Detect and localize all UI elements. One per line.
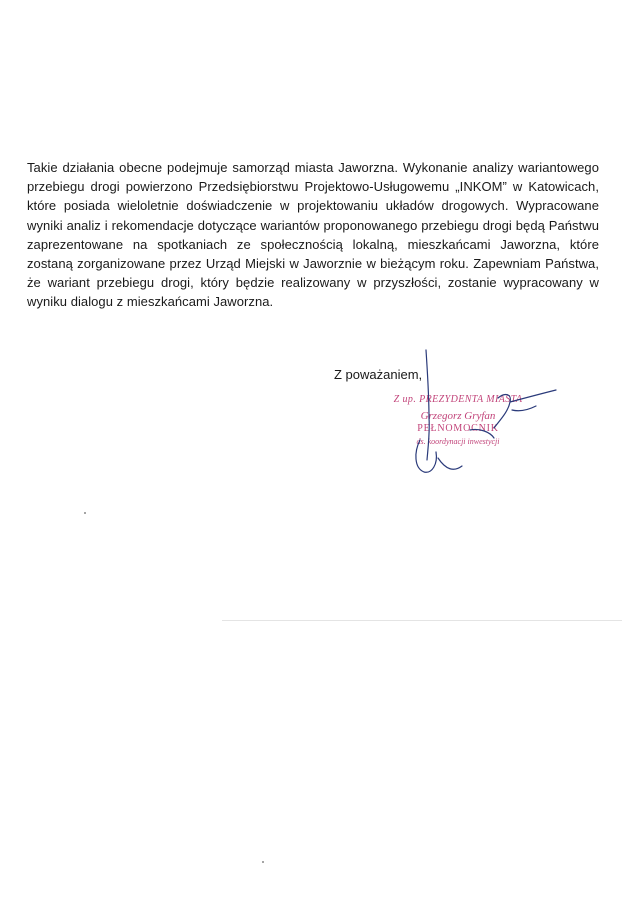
letter-body-paragraph: Takie działania obecne podejmuje samorząd miasta Jaworzna. Wykonanie analizy wariantowego przebiegu drogi powierzono Przedsiębiorstwu Projektowo-Usługowemu „INKOM” w Katowicach, które posiada wieloletnie doświadczenie w projektowaniu układów drogowych. Wypracowane wyniki analiz i rekomendacje dotyczące wariantów proponowanego przebiegu drogi będą Państwu zaprezentowane na spotkaniach ze społecznością lokalną, mieszkańcami Jaworzna, które zostaną zorganizowane przez Urząd Miejski w Jaworznie w bieżącym roku. Zapewniam Państwa, że wariant przebiegu drogi, który będzie realizowany w przyszłości, zostanie wypracowany w wyniku dialogu z mieszkańcami Jaworzna.	[27, 160, 599, 310]
scan-artifact-line	[222, 620, 622, 621]
official-stamp	[368, 393, 548, 447]
stamp-department-line: ds. koordynacji inwestycji	[416, 437, 500, 446]
stamp-title-line: PEŁNOMOCNIK	[417, 423, 499, 434]
scan-speck	[84, 512, 86, 514]
scan-speck	[262, 861, 264, 863]
stamp-name-line: Grzegorz Gryfan	[420, 410, 496, 422]
closing-salutation: Z poważaniem,	[334, 367, 423, 382]
stamp-authority-line: Z up. PREZYDENTA MIASTA	[393, 394, 523, 405]
